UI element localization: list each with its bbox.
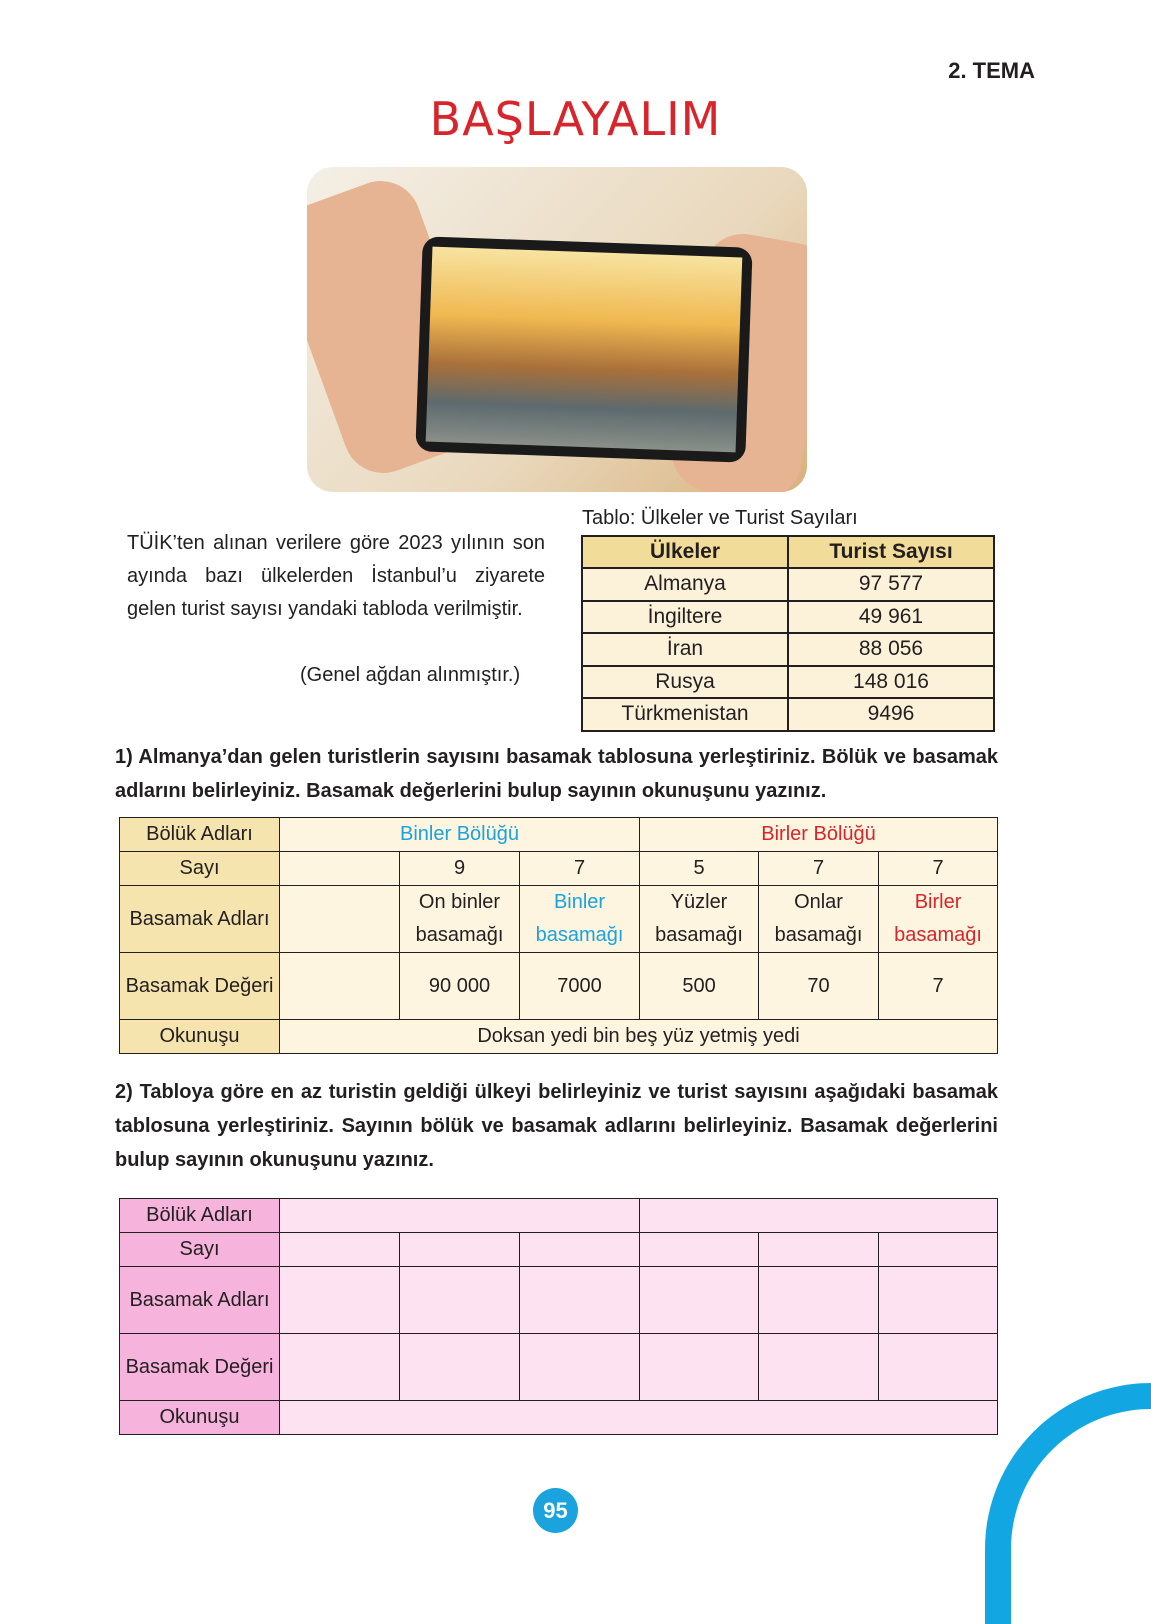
tourist-count: 49 961 xyxy=(788,601,994,634)
answer-cell[interactable] xyxy=(879,1267,998,1334)
answer-cell[interactable] xyxy=(280,1233,400,1267)
digit-cell xyxy=(280,852,400,886)
value-cell: 7000 xyxy=(520,953,640,1020)
page-title: BAŞLAYALIM xyxy=(429,92,722,146)
value-cell: 500 xyxy=(640,953,759,1020)
row-label: Sayı xyxy=(120,852,280,886)
place-cell xyxy=(280,886,400,953)
column-header: Ülkeler xyxy=(582,536,788,568)
row-label: Basamak Değeri xyxy=(120,953,280,1020)
answer-cell[interactable] xyxy=(400,1233,520,1267)
answer-cell[interactable] xyxy=(520,1233,640,1267)
answer-cell[interactable] xyxy=(879,1233,998,1267)
answer-cell[interactable] xyxy=(879,1334,998,1401)
table-row xyxy=(582,633,994,666)
answer-cell[interactable] xyxy=(520,1334,640,1401)
table-row xyxy=(582,666,994,699)
digit-cell: 9 xyxy=(400,852,520,886)
answer-cell[interactable] xyxy=(640,1233,759,1267)
country: Rusya xyxy=(582,666,788,699)
answer-cell[interactable] xyxy=(280,1267,400,1334)
tourist-count: 88 056 xyxy=(788,633,994,666)
answer-cell[interactable] xyxy=(520,1267,640,1334)
value-cell: 7 xyxy=(879,953,998,1020)
source-note: (Genel ağdan alınmıştır.) xyxy=(300,664,521,686)
place-value-table-2 xyxy=(119,1198,998,1435)
tourist-count: 9496 xyxy=(788,698,994,731)
digit-cell: 7 xyxy=(759,852,879,886)
country: Türkmenistan xyxy=(582,698,788,731)
theme-label: 2. TEMA xyxy=(948,58,1035,83)
table-caption: Tablo: Ülkeler ve Turist Sayıları xyxy=(582,507,858,529)
value-cell xyxy=(280,953,400,1020)
tourist-table xyxy=(581,535,995,732)
tourist-count: 148 016 xyxy=(788,666,994,699)
table-row xyxy=(582,568,994,601)
group-thousands: Binler Bölüğü xyxy=(280,818,640,852)
answer-cell[interactable] xyxy=(640,1267,759,1334)
answer-cell[interactable] xyxy=(280,1401,998,1435)
place-cell: Yüzler basamağı xyxy=(640,886,759,953)
digit-cell: 7 xyxy=(520,852,640,886)
value-cell: 70 xyxy=(759,953,879,1020)
country: Almanya xyxy=(582,568,788,601)
row-label: Basamak Adları xyxy=(120,886,280,953)
answer-cell[interactable] xyxy=(280,1334,400,1401)
column-header: Turist Sayısı xyxy=(788,536,994,568)
istanbul-phone-photo xyxy=(307,167,807,492)
country: İran xyxy=(582,633,788,666)
value-cell: 90 000 xyxy=(400,953,520,1020)
digit-cell: 5 xyxy=(640,852,759,886)
place-value-table-1 xyxy=(119,817,998,1054)
question-1: 1) Almanya’dan gelen turistlerin sayısını basamak tablosuna yerleştiriniz. Bölük ve basamak adlarını belirleyiniz. Basamak değerlerini bulup sayının okunuşunu yazınız. xyxy=(115,746,998,802)
answer-cell[interactable] xyxy=(640,1334,759,1401)
answer-cell[interactable] xyxy=(640,1199,998,1233)
place-cell: Binler basamağı xyxy=(520,886,640,953)
group-ones: Birler Bölüğü xyxy=(640,818,998,852)
row-label: Bölük Adları xyxy=(120,818,280,852)
country: İngiltere xyxy=(582,601,788,634)
answer-cell[interactable] xyxy=(280,1199,640,1233)
tourist-count: 97 577 xyxy=(788,568,994,601)
question-2: 2) Tabloya göre en az turistin geldiği ülkeyi belirleyiniz ve turist sayısını aşağıdaki basamak tablosuna yerleştiriniz. Sayının bölük ve basamak adlarını belirleyiniz. Basamak değerlerini bulup sayının okunuşunu yazınız. xyxy=(115,1081,998,1171)
row-label: Sayı xyxy=(120,1233,280,1267)
digit-cell: 7 xyxy=(879,852,998,886)
answer-cell[interactable] xyxy=(759,1334,879,1401)
row-label: Okunuşu xyxy=(120,1020,280,1054)
row-label: Bölük Adları xyxy=(120,1199,280,1233)
answer-cell[interactable] xyxy=(759,1233,879,1267)
place-cell: Birler basamağı xyxy=(879,886,998,953)
reading-cell: Doksan yedi bin beş yüz yetmiş yedi xyxy=(280,1020,998,1054)
place-cell: On binler basamağı xyxy=(400,886,520,953)
row-label: Basamak Adları xyxy=(120,1267,280,1334)
answer-cell[interactable] xyxy=(400,1334,520,1401)
page-number: 95 xyxy=(533,1488,578,1533)
decorative-arc xyxy=(985,1383,1151,1624)
row-label: Okunuşu xyxy=(120,1401,280,1435)
answer-cell[interactable] xyxy=(400,1267,520,1334)
row-label: Basamak Değeri xyxy=(120,1334,280,1401)
place-cell: Onlar basamağı xyxy=(759,886,879,953)
answer-cell[interactable] xyxy=(759,1267,879,1334)
table-row xyxy=(582,698,994,731)
table-row xyxy=(582,601,994,634)
intro-text: TÜİK’ten alınan verilere göre 2023 yılının son ayında bazı ülkelerden İstanbul’u ziyarete gelen turist sayısı yandaki tabloda verilmiştir. xyxy=(127,532,545,620)
